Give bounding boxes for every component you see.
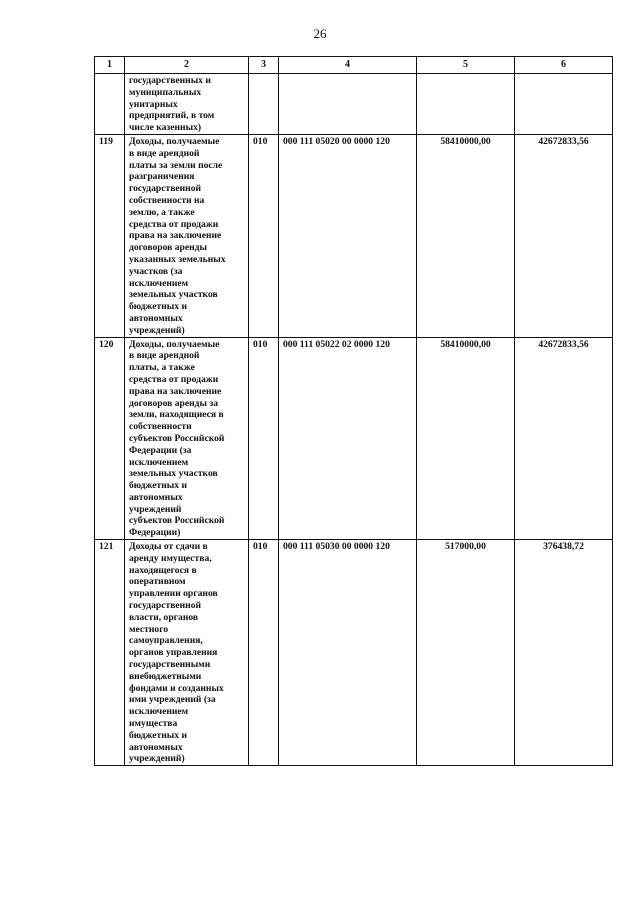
row-description: государственных и муниципальных унитарных предприятий, в том числе казенных) <box>125 74 249 135</box>
table-row <box>95 337 613 540</box>
header-cell-6: 6 <box>515 57 613 74</box>
row-code: 010 <box>249 134 279 337</box>
row-actual-amount <box>515 74 613 135</box>
row-description: Доходы, получаемые в виде арендной платы за земли после разграничения государственной собственности на землю, а также средства от продажи права на заключение договоров аренды указанных земельных участков (за исключением земельных участков бюджетных и автономных учреждений) <box>125 134 249 337</box>
row-description: Доходы от сдачи в аренду имущества, находящегося в оперативном управлении органов государственной власти, органов местного самоуправления, органов управления государственными внебюджетными фондами и созданных ими учреждений (за исключением имущества бюджетных и автономных учреждений) <box>125 540 249 766</box>
row-actual-amount: 42672833,56 <box>515 337 613 540</box>
row-code: 010 <box>249 540 279 766</box>
row-number <box>95 74 125 135</box>
row-actual-amount: 42672833,56 <box>515 134 613 337</box>
row-actual-amount: 376438,72 <box>515 540 613 766</box>
header-cell-2: 2 <box>125 57 249 74</box>
row-number: 121 <box>95 540 125 766</box>
header-cell-3: 3 <box>249 57 279 74</box>
header-cell-4: 4 <box>279 57 417 74</box>
header-row <box>95 57 613 74</box>
page-number: 26 <box>313 26 327 41</box>
header-cell-5: 5 <box>417 57 515 74</box>
row-code <box>249 74 279 135</box>
row-budget-classification: 000 111 05030 00 0000 120 <box>279 540 417 766</box>
row-budget-classification: 000 111 05022 02 0000 120 <box>279 337 417 540</box>
row-planned-amount: 58410000,00 <box>417 337 515 540</box>
row-number: 120 <box>95 337 125 540</box>
table-row <box>95 74 613 135</box>
revenue-table <box>94 56 613 766</box>
row-planned-amount: 517000,00 <box>417 540 515 766</box>
table-row <box>95 134 613 337</box>
row-budget-classification: 000 111 05020 00 0000 120 <box>279 134 417 337</box>
row-code: 010 <box>249 337 279 540</box>
row-planned-amount: 58410000,00 <box>417 134 515 337</box>
table-row <box>95 540 613 766</box>
row-budget-classification <box>279 74 417 135</box>
row-planned-amount <box>417 74 515 135</box>
row-number: 119 <box>95 134 125 337</box>
header-cell-1: 1 <box>95 57 125 74</box>
row-description: Доходы, получаемые в виде арендной платы, а также средства от продажи права на заключение договоров аренды за земли, находящиеся в собственности субъектов Российской Федерации (за исключением земельных участков бюджетных и автономных учреждений субъектов Российской Федерации) <box>125 337 249 540</box>
